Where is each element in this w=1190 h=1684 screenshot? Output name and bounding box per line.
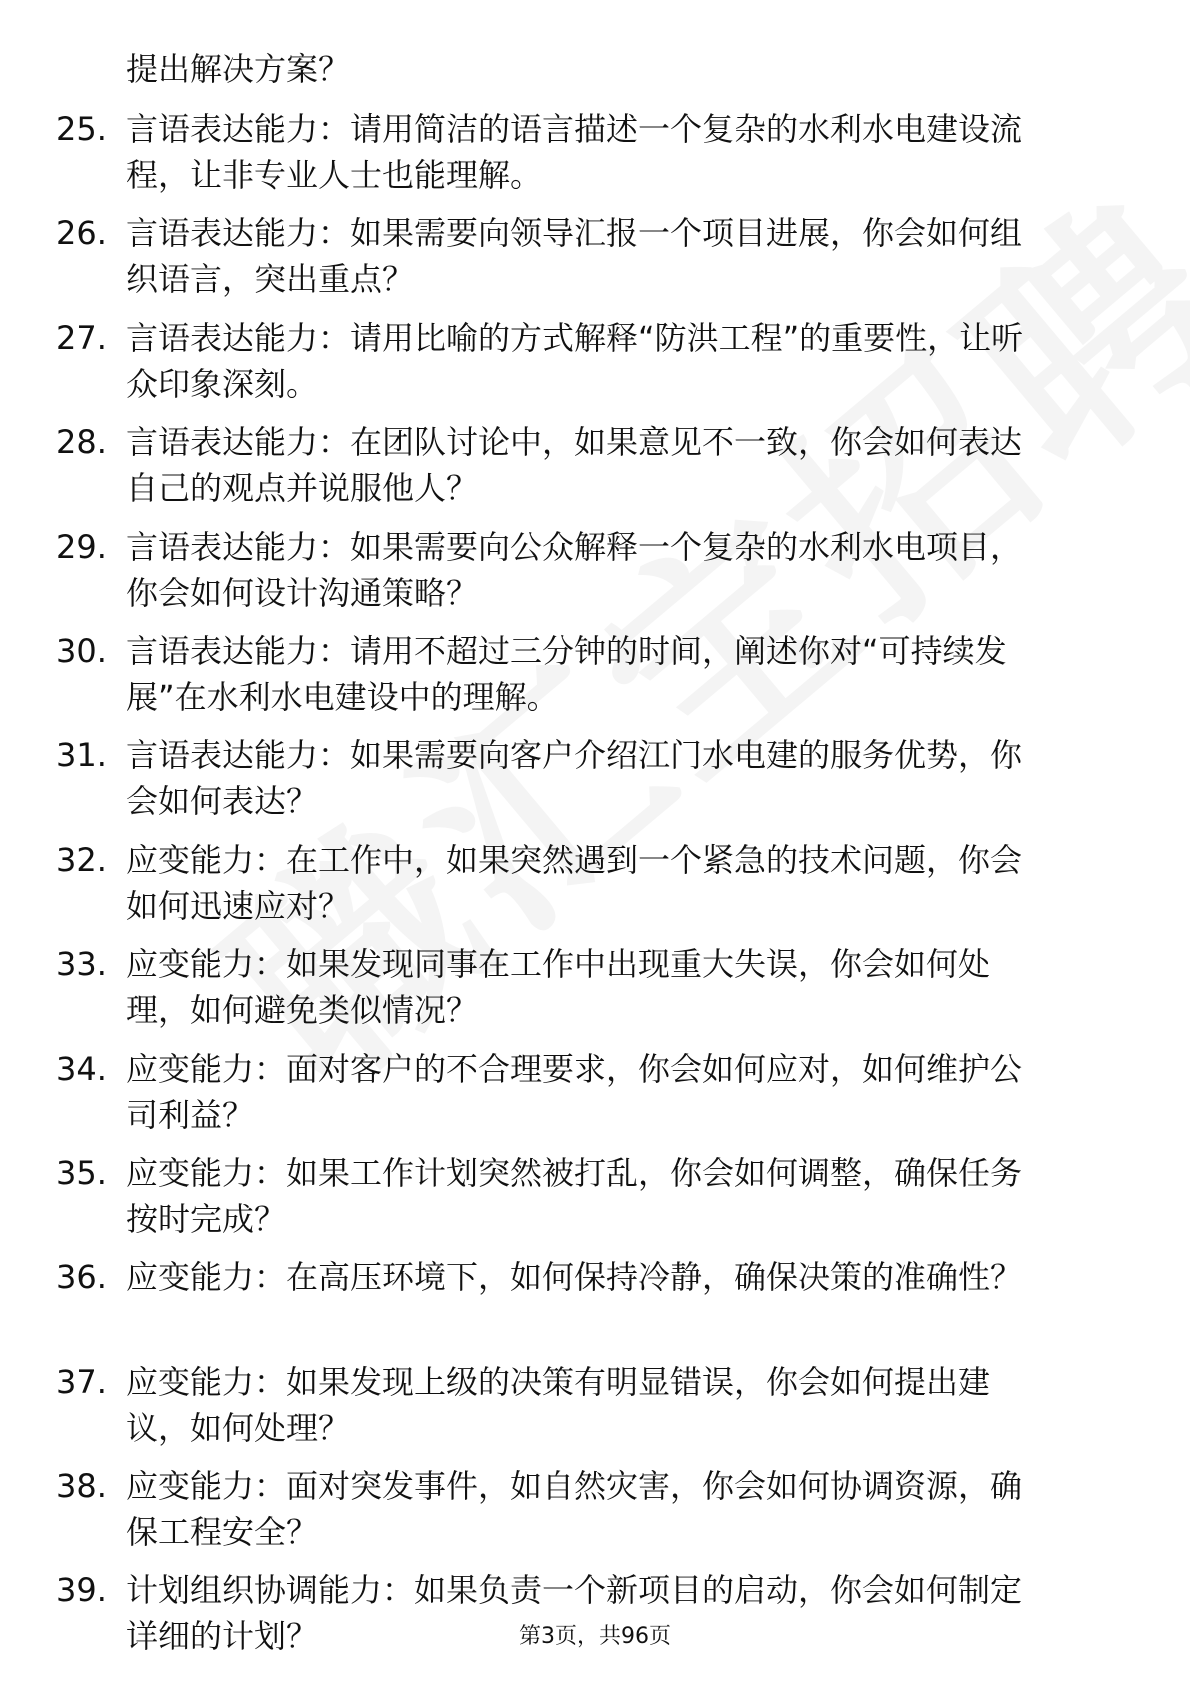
- question-list: [0, 108, 1190, 1674]
- question-text-line2: 会如何表达？: [126, 782, 319, 821]
- question-number: 39.: [56, 1571, 107, 1610]
- question-item: [0, 630, 1190, 728]
- question-item: [0, 526, 1190, 624]
- question-text-line2: 展”在水利水电建设中的理解。: [126, 677, 559, 716]
- question-text-line2: 程，让非专业人士也能理解。: [126, 156, 543, 194]
- question-text-line1: 言语表达能力：如果需要向客户介绍江门水电建的服务优势，你: [126, 736, 1023, 775]
- question-text-line1: 言语表达能力：如果需要向领导汇报一个项目进展，你会如何组: [126, 214, 1023, 253]
- question-text-line2: 议，如何处理？: [126, 1408, 351, 1447]
- question-text-line1: 应变能力：在工作中，如果突然遇到一个紧急的技术问题，你会: [126, 840, 1023, 879]
- question-text-line2: 按时完成？: [126, 1199, 287, 1238]
- question-text-line2: 众印象深刻。: [126, 364, 319, 403]
- question-number: 31.: [56, 736, 107, 775]
- question-text-line1: 应变能力：面对客户的不合理要求，你会如何应对，如何维护公: [126, 1049, 1023, 1088]
- question-item: [0, 212, 1190, 310]
- question-text-line2: 保工程安全？: [126, 1513, 319, 1552]
- question-text-line2: 详细的计划？: [126, 1617, 319, 1656]
- question-number: 35.: [56, 1153, 107, 1192]
- question-text-line2: 织语言，突出重点？: [126, 260, 415, 299]
- question-item: [0, 317, 1190, 415]
- question-item: [0, 421, 1190, 519]
- question-number: 25.: [56, 110, 107, 148]
- question-number: 32.: [56, 840, 107, 879]
- question-text-line1: 言语表达能力：在团队讨论中，如果意见不一致，你会如何表达: [126, 423, 1023, 462]
- question-number: 28.: [56, 423, 107, 462]
- question-number: 27.: [56, 318, 107, 357]
- question-text-line1: 应变能力：如果工作计划突然被打乱，你会如何调整，确保任务: [126, 1153, 1023, 1192]
- question-text-line1: 计划组织协调能力：如果负责一个新项目的启动，你会如何制定: [126, 1571, 1023, 1610]
- question-item: [0, 1361, 1190, 1459]
- question-item: [0, 1465, 1190, 1563]
- question-item: [0, 943, 1190, 1041]
- question-text-line2: 你会如何设计沟通策略？: [126, 573, 479, 612]
- question-text-line1: 应变能力：如果发现上级的决策有明显错误，你会如何提出建: [126, 1362, 991, 1401]
- question-item: [0, 1569, 1190, 1667]
- question-number: 33.: [56, 945, 107, 984]
- question-item: [0, 1152, 1190, 1250]
- question-text-line1: 言语表达能力：请用简洁的语言描述一个复杂的水利水电建设流: [126, 110, 1023, 148]
- question-item: [0, 839, 1190, 937]
- question-text-line1: 言语表达能力：如果需要向公众解释一个复杂的水利水电项目，: [126, 527, 1023, 566]
- question-text-line2: 自己的观点并说服他人？: [126, 469, 479, 508]
- question-item: [0, 1048, 1190, 1146]
- question-number: 26.: [56, 214, 107, 253]
- page-footer: 第3页，共96页: [519, 1624, 671, 1649]
- question-number: 36.: [56, 1258, 107, 1297]
- question-number: 38.: [56, 1467, 107, 1506]
- question-text-line2: 如何迅速应对？: [126, 886, 351, 925]
- question-number: 37.: [56, 1362, 107, 1401]
- question-text-line2: 理，如何避免类似情况？: [126, 991, 479, 1030]
- question-text-line1: 应变能力：在高压环境下，如何保持冷静，确保决策的准确性？: [126, 1258, 1023, 1297]
- continuation-text: 提出解决方案？: [126, 50, 351, 88]
- question-item: [0, 734, 1190, 832]
- question-number: 34.: [56, 1049, 107, 1088]
- question-text-line1: 言语表达能力：请用比喻的方式解释“防洪工程”的重要性，让听: [126, 318, 1024, 357]
- question-item: [0, 108, 1190, 206]
- question-number: 29.: [56, 527, 107, 566]
- question-number: 30.: [56, 631, 107, 670]
- question-item: [0, 1256, 1190, 1302]
- question-text-line1: 言语表达能力：请用不超过三分钟的时间，阐述你对“可持续发: [126, 631, 1007, 670]
- question-text-line1: 应变能力：如果发现同事在工作中出现重大失误，你会如何处: [126, 945, 991, 984]
- question-text-line2: 司利益？: [126, 1095, 255, 1134]
- question-text-line1: 应变能力：面对突发事件，如自然灾害，你会如何协调资源，确: [126, 1467, 1023, 1506]
